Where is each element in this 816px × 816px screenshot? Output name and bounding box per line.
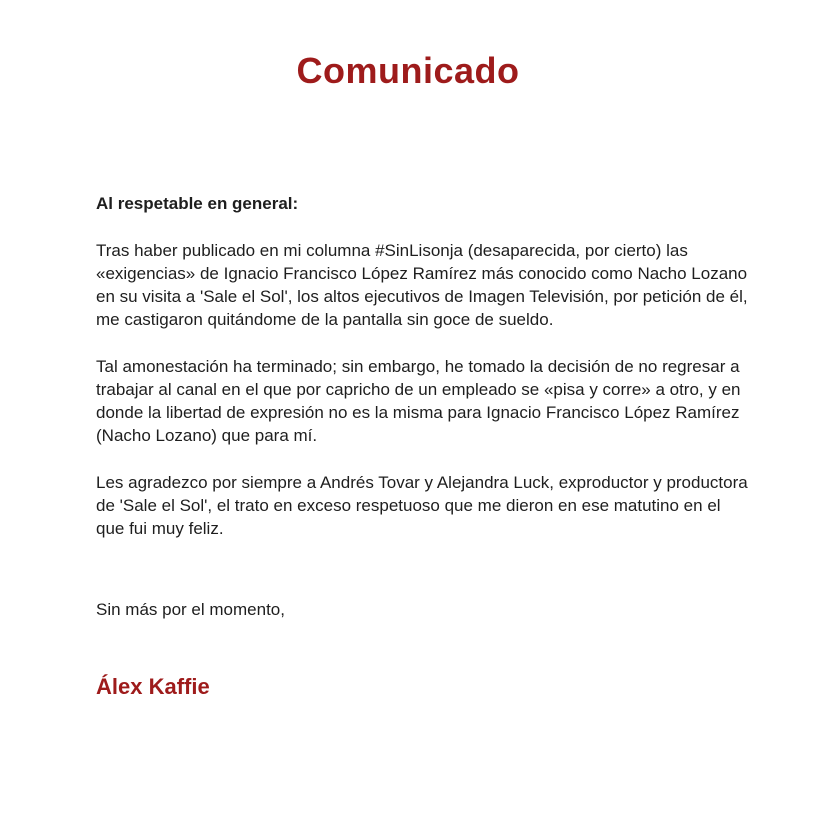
paragraph-3: Les agradezco por siempre a Andrés Tovar y Alejandra Luck, exproductor y productora de 'Sale el Sol', el trato en exceso respetuoso que me dieron en ese matutino en el que fui muy feliz.	[96, 473, 748, 538]
signature: Álex Kaffie	[96, 674, 210, 699]
paragraph-2: Tal amonestación ha terminado; sin embargo, he tomado la decisión de no regresar a trabajar al canal en el que por capricho de un empleado se «pisa y corre» a otro, y en donde la libertad de expresión no es la misma para Ignacio Francisco López Ramírez (Nacho Lozano) que para mí.	[96, 357, 741, 445]
letter-body	[96, 192, 752, 701]
paragraph-1: Tras haber publicado en mi columna #SinLisonja (desaparecida, por cierto) las «exigencias» de Ignacio Francisco López Ramírez más conocido como Nacho Lozano en su visita a 'Sale el Sol', los altos ejecutivos de Imagen Televisión, por petición de él, me castigaron quitándome de la pantalla sin goce de sueldo.	[96, 241, 748, 329]
document-title: Comunicado	[296, 50, 520, 91]
closing-line: Sin más por el momento,	[96, 600, 285, 619]
salutation: Al respetable en general:	[96, 194, 299, 213]
